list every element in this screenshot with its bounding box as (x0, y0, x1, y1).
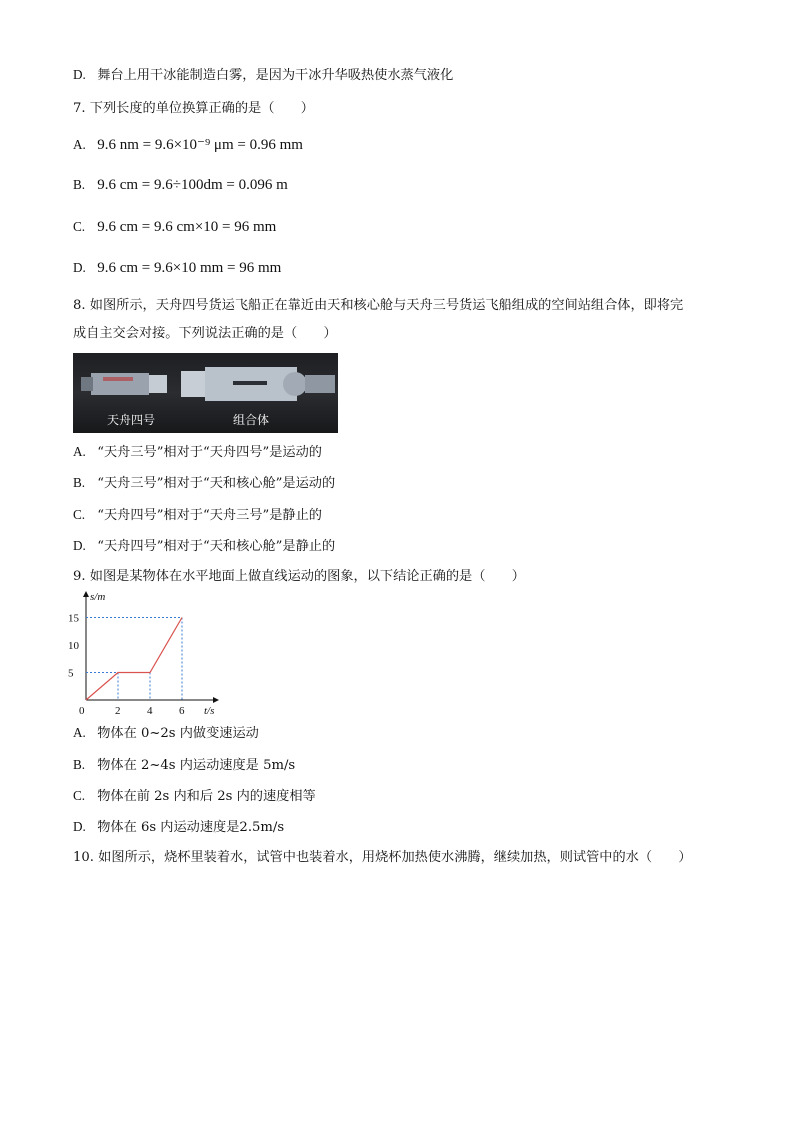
x-tick-label: 2 (115, 705, 121, 717)
q9-option-a (73, 724, 259, 743)
x-tick-label: 4 (147, 705, 153, 717)
y-axis-label: s/m (90, 591, 106, 603)
q7-option-a (73, 136, 303, 155)
option-text: 物体在前 2s 内和后 2s 内的速度相等 (97, 789, 316, 804)
spacecraft-photo (73, 353, 338, 433)
option-text: 物体在 0~2s 内做变速运动 (97, 726, 259, 741)
option-text: 9.6 nm = 9.6×10⁻⁹ μm = 0.96 mm (97, 137, 303, 153)
q10-stem: 10. 如图所示，烧杯里装着水，试管中也装着水，用烧杯加热使水沸腾，继续加热，则试管中的水（ ） (73, 850, 692, 865)
combo-tail (305, 375, 335, 393)
graph-line (86, 618, 182, 701)
q9-stem: 9. 如图是某物体在水平地面上做直线运动的图象，以下结论正确的是（ ） (73, 569, 525, 584)
option-label: B. (73, 177, 86, 192)
option-text: 物体在 6s 内运动速度是2.5m/s (97, 820, 285, 835)
q9-option-b (73, 756, 295, 775)
option-text: “天舟三号”相对于“天和核心舱”是运动的 (97, 476, 336, 491)
origin-label: 0 (79, 705, 85, 717)
x-tick-label: 6 (179, 705, 185, 717)
option-label: D. (73, 67, 86, 82)
q9-option-d (73, 818, 284, 837)
q8-stem-line2: 成自主交会对接。下列说法正确的是（ ） (73, 326, 337, 341)
option-label: B. (73, 757, 86, 772)
y-tick-label: 15 (68, 612, 79, 625)
combo-docking (181, 371, 205, 397)
q8-option-b (73, 474, 335, 493)
q9-option-c (73, 787, 316, 806)
option-label: A. (73, 725, 86, 740)
tianzhou4-nose (149, 375, 167, 393)
option-label: C. (73, 507, 86, 522)
q7-stem: 7. 下列长度的单位换算正确的是（ ） (73, 101, 314, 116)
caption-combination: 组合体 (233, 413, 270, 427)
q7-option-b (73, 176, 288, 195)
option-label: C. (73, 219, 86, 234)
option-text: “天舟四号”相对于“天和核心舱”是静止的 (97, 539, 336, 554)
option-label: D. (73, 819, 86, 834)
option-text: 9.6 cm = 9.6 cm×10 = 96 mm (97, 219, 277, 235)
option-label: C. (73, 788, 86, 803)
s-t-graph (66, 588, 226, 720)
option-label: D. (73, 260, 86, 275)
caption-tianzhou4: 天舟四号 (107, 413, 156, 427)
q7-option-d (73, 259, 281, 278)
option-text: “天舟三号”相对于“天舟四号”是运动的 (97, 445, 322, 460)
q8-option-d (73, 537, 335, 556)
option-label: D. (73, 538, 86, 553)
q7-option-c (73, 218, 276, 237)
tianzhou4-body (91, 373, 149, 395)
q8-option-a (73, 443, 322, 462)
option-text: “天舟四号”相对于“天舟三号”是静止的 (97, 508, 322, 523)
y-tick-label: 5 (68, 667, 74, 680)
option-label: A. (73, 444, 86, 459)
q6-option-d (73, 66, 453, 85)
option-text: 物体在 2~4s 内运动速度是 5m/s (97, 758, 296, 773)
tianzhou4-panel (81, 377, 93, 391)
option-label: A. (73, 137, 86, 152)
combo-node (283, 372, 307, 396)
option-text: 舞台上用干冰能制造白雾，是因为干冰升华吸热使水蒸气液化 (97, 68, 454, 83)
combo-truss (233, 381, 267, 385)
option-label: B. (73, 475, 86, 490)
y-tick-label: 10 (68, 640, 79, 652)
option-text: 9.6 cm = 9.6÷100dm = 0.096 m (97, 177, 288, 193)
q8-stem-line1: 8. 如图所示，天舟四号货运飞船正在靠近由天和核心舱与天舟三号货运飞船组成的空间站组合体，即将完 (73, 298, 684, 313)
q8-option-c (73, 506, 322, 525)
x-axis-label: t/s (204, 705, 215, 717)
tianzhou4-marking (103, 377, 133, 381)
option-text: 9.6 cm = 9.6×10 mm = 96 mm (97, 260, 282, 276)
